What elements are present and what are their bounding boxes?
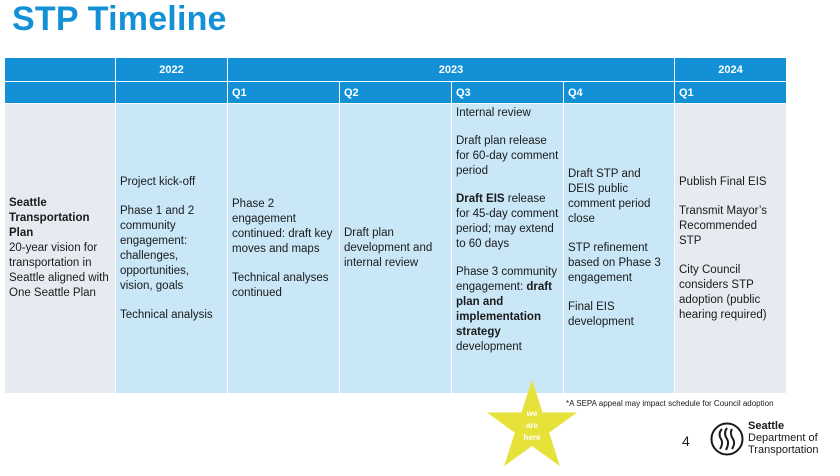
star-line-2: are [525, 421, 538, 430]
text-q3-4 [456, 265, 559, 355]
text-q3-4-pre: Phase 3 community engagement: [456, 266, 557, 293]
text-q1-2: Technical analyses continued [232, 271, 329, 299]
star-line-3: here [523, 433, 541, 442]
header-year-2023: 2023 [228, 58, 675, 82]
text-2024-3: City Council considers STP adoption (public hearing required) [679, 263, 767, 321]
quarter-q1: Q1 [228, 82, 340, 104]
quarter-q2: Q2 [340, 82, 452, 104]
quarter-blank [5, 82, 116, 104]
logo-text [748, 420, 819, 456]
text-2024-1: Publish Final EIS [679, 175, 767, 188]
plan-name: Seattle Transportation Plan [9, 197, 90, 239]
header-blank [5, 58, 116, 82]
logo-line-3: Transportation [748, 444, 819, 456]
text-q3-4-bold: draft plan and implementation strategy [456, 281, 552, 338]
sdot-logo [710, 420, 840, 466]
text-q3-4-post: development [456, 341, 522, 353]
cell-q2 [340, 104, 452, 394]
cell-q3 [452, 104, 564, 394]
text-q3-3-rest: release for 45-day comment period; may extend to 60 days [456, 193, 559, 250]
text-q3-2: Draft plan release for 60-day comment period [456, 135, 559, 177]
text-q2-1: Draft plan development and internal review [344, 227, 433, 269]
text-q4-2: STP refinement based on Phase 3 engagement [568, 242, 661, 284]
star-line-1: we [526, 409, 538, 418]
text-2022-2: Phase 1 and 2 community engagement: challenges, opportunities, vision, goals [120, 204, 195, 292]
text-q3-1: Internal review [456, 107, 531, 119]
quarter-blank-2022 [116, 82, 228, 104]
text-2022-3: Technical analysis [120, 308, 213, 321]
header-year-2024: 2024 [675, 58, 787, 82]
text-q4-1: Draft STP and DEIS public comment period close [568, 168, 651, 225]
text-2022-1: Project kick-off [120, 175, 196, 188]
text-q1-1: Phase 2 engagement continued: draft key moves and maps [232, 197, 333, 255]
footnote: *A SEPA appeal may impact schedule for Council adoption [566, 399, 774, 408]
timeline-table [5, 58, 787, 394]
text-q3-3-bold: Draft EIS [456, 193, 505, 205]
text-2024-2: Transmit Mayor’s Recommended STP [679, 204, 767, 247]
cell-2022 [116, 104, 228, 394]
plan-description: 20-year vision for transportation in Seattle aligned with One Seattle Plan [9, 242, 109, 299]
cell-q1 [228, 104, 340, 394]
star-label [508, 408, 556, 444]
header-year-2022: 2022 [116, 58, 228, 82]
page-number: 4 [682, 433, 690, 449]
text-q4-3: Final EIS development [568, 301, 634, 328]
cell-2024 [675, 104, 787, 394]
text-q3-3 [456, 192, 559, 252]
quarter-q1-2024: Q1 [675, 82, 787, 104]
quarter-q3: Q3 [452, 82, 564, 104]
plan-cell [5, 104, 116, 394]
seattle-seal-icon [710, 422, 744, 456]
logo-line-1: Seattle [748, 420, 785, 432]
page-title: STP Timeline [12, 0, 227, 38]
cell-q4 [564, 104, 675, 394]
quarter-q4: Q4 [564, 82, 675, 104]
logo-line-2: Department of [748, 432, 818, 444]
